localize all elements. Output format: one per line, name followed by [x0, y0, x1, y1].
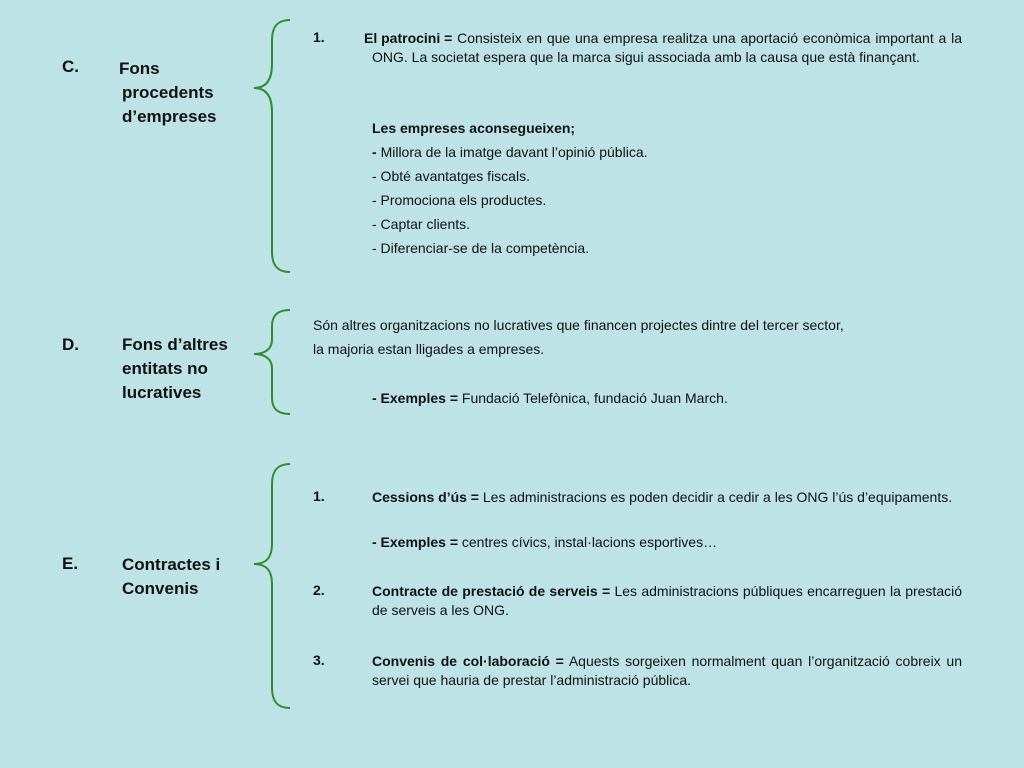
list-item: - Millora de la imatge davant l’opinió pública. [372, 144, 648, 160]
e-item-3-number: 3. [313, 652, 325, 668]
e-item-3-text: Convenis de col·laboració = Aquests sorgeixen normalment quan l’organització cobreix un servei que hauria de prestar l’administració pública. [372, 653, 962, 688]
section-c-title: Fons procedents d’empreses [119, 59, 217, 126]
c-item-1-text: El patrocini = Consisteix en que una empresa realitza una aportació econòmica important a la ONG. La societat espera que la marca sigui associada amb la causa que està finançant. [364, 30, 962, 65]
c-item-1-number: 1. [313, 29, 325, 45]
list-item: - Obté avantatges fiscals. [372, 168, 530, 184]
section-e-letter: E. [62, 554, 79, 573]
e-item-1-number: 1. [313, 488, 325, 504]
e-item-2-number: 2. [313, 582, 325, 598]
section-d-letter: D. [62, 335, 79, 354]
d-description: Són altres organitzacions no lucratives que financen projectes dintre del tercer sector, la majoria estan lligades a empreses. [313, 317, 844, 357]
e-item-1-text: Cessions d’ús = Les administracions es poden decidir a cedir a les ONG l’ús d’equipaments. [372, 489, 953, 505]
section-c-letter: C. [62, 57, 79, 76]
list-item: - Captar clients. [372, 216, 471, 232]
section-d-title: Fons d’altres entitats no lucratives [122, 335, 228, 402]
list-item: - Promociona els productes. [372, 192, 547, 208]
c-benefits-list [372, 140, 648, 260]
d-examples: - Exemples = Fundació Telefònica, fundació Juan March. [372, 390, 728, 406]
e-item-2-text: Contracte de prestació de serveis = Les administracions públiques encarreguen la prestació de serveis a les ONG. [372, 583, 963, 618]
c-benefits-heading: Les empreses aconsegueixen; [372, 120, 576, 136]
section-e-brace [250, 462, 294, 710]
e-item-1-examples: - Exemples = centres cívics, instal·lacions esportives… [372, 534, 718, 550]
section-d-brace [250, 308, 294, 416]
section-c-brace [250, 18, 294, 274]
section-e-title: Contractes i Convenis [122, 555, 221, 598]
list-item: - Diferenciar-se de la competència. [372, 240, 590, 256]
